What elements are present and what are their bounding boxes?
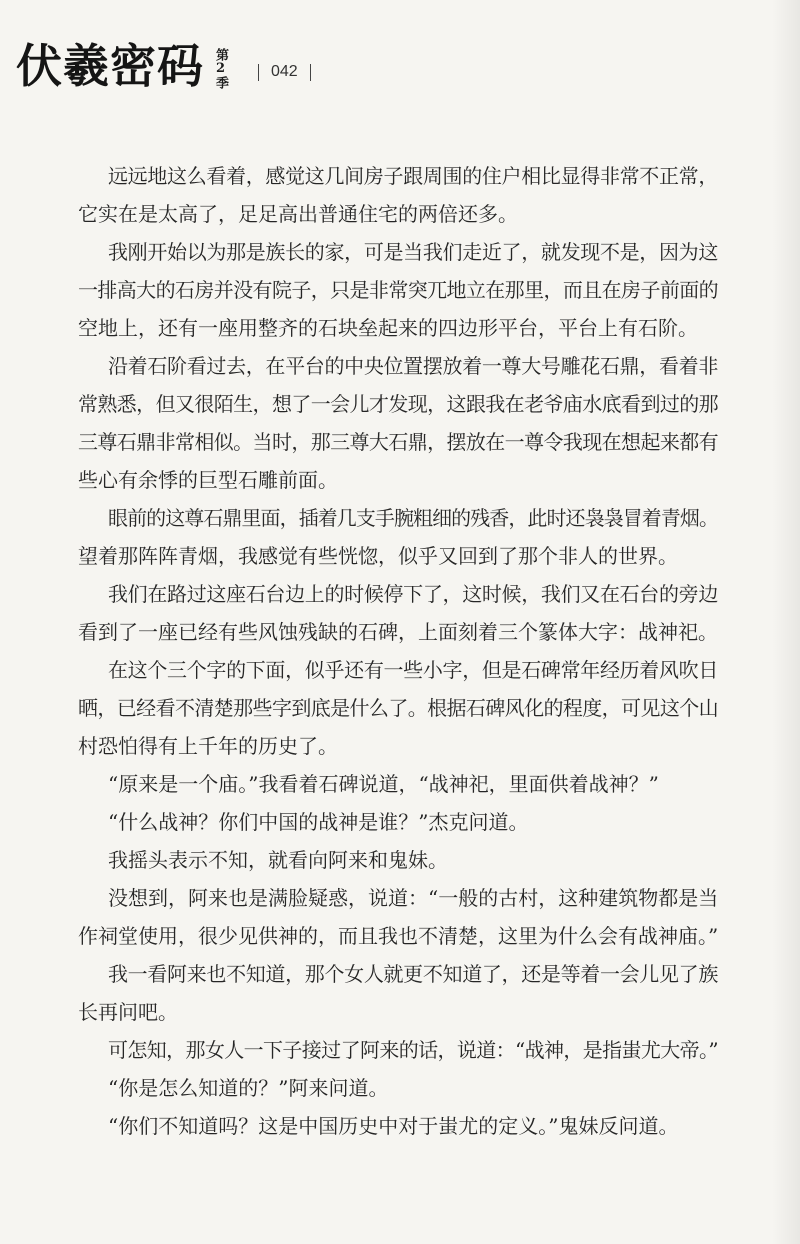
text-line: 远远地这么看着，感觉这几间房子跟周围的住户相比显得非常不正常，: [108, 164, 718, 188]
text-line: 看到了一座已经有些风蚀残缺的石碑，上面刻着三个篆体大字：战神祀。: [78, 620, 718, 644]
book-title: 伏羲密码: [16, 39, 204, 93]
text-line: “什么战神？你们中国的战神是谁？”杰克问道。: [108, 810, 529, 834]
page-number: 042: [271, 63, 298, 80]
paragraph: [78, 1069, 718, 1107]
paragraph: [78, 1107, 718, 1145]
page-number-box: [258, 62, 311, 82]
paragraph: [78, 841, 718, 879]
page-edge-shadow: [772, 0, 800, 1244]
paragraph: [78, 803, 718, 841]
paragraph: [78, 157, 718, 233]
text-line: 长再问吧。: [78, 1000, 178, 1024]
page-number-right-bar: [310, 64, 311, 81]
text-line: 我们在路过这座石台边上的时候停下了，这时候，我们又在石台的旁边: [108, 582, 718, 606]
text-line: 它实在是太高了，足足高出普通住宅的两倍还多。: [78, 202, 518, 226]
text-line: 可怎知，那女人一下子接过了阿来的话，说道：“战神，是指蚩尤大帝。”: [108, 1038, 718, 1062]
text-line: 空地上，还有一座用整齐的石块垒起来的四边形平台，平台上有石阶。: [78, 316, 698, 340]
text-line: “原来是一个庙。”我看着石碑说道，“战神祀，里面供着战神？”: [108, 772, 659, 796]
text-line: 沿着石阶看过去，在平台的中央位置摆放着一尊大号雕花石鼎，看着非: [108, 354, 718, 378]
text-line: 一排高大的石房并没有院子，只是非常突兀地立在那里，而且在房子前面的: [78, 278, 718, 302]
text-line: 三尊石鼎非常相似。当时，那三尊大石鼎，摆放在一尊令我现在想起来都有: [78, 430, 718, 454]
paragraph: [78, 233, 718, 347]
text-line: 村恐怕得有上千年的历史了。: [78, 734, 338, 758]
paragraph: [78, 1031, 718, 1069]
paragraph: [78, 765, 718, 803]
body-text: [78, 157, 718, 1145]
paragraph: [78, 347, 718, 499]
text-line: 眼前的这尊石鼎里面，插着几支手腕粗细的残香，此时还袅袅冒着青烟。: [108, 506, 718, 530]
paragraph: [78, 499, 718, 575]
page-header: [0, 0, 800, 120]
text-line: 没想到，阿来也是满脸疑惑，说道：“一般的古村，这种建筑物都是当: [108, 886, 718, 910]
text-line: “你们不知道吗？这是中国历史中对于蚩尤的定义。”鬼妹反问道。: [108, 1114, 679, 1138]
text-line: 望着那阵阵青烟，我感觉有些恍惚，似乎又回到了那个非人的世界。: [78, 544, 678, 568]
text-line: 晒，已经看不清楚那些字到底是什么了。根据石碑风化的程度，可见这个山: [78, 696, 718, 720]
text-line: 在这个三个字的下面，似乎还有一些小字，但是石碑常年经历着风吹日: [108, 658, 718, 682]
paragraph: [78, 651, 718, 765]
text-line: 常熟悉，但又很陌生，想了一会儿才发现，这跟我在老爷庙水底看到过的那: [78, 392, 718, 416]
season-label: 第2季: [213, 48, 228, 89]
text-line: 我一看阿来也不知道，那个女人就更不知道了，还是等着一会儿见了族: [108, 962, 718, 986]
paragraph: [78, 879, 718, 955]
paragraph: [78, 955, 718, 1031]
text-line: 些心有余悸的巨型石雕前面。: [78, 468, 338, 492]
text-line: 我摇头表示不知，就看向阿来和鬼妹。: [108, 848, 448, 872]
text-line: 作祠堂使用，很少见供神的，而且我也不清楚，这里为什么会有战神庙。”: [78, 924, 718, 948]
text-line: “你是怎么知道的？”阿来问道。: [108, 1076, 389, 1100]
text-line: 我刚开始以为那是族长的家，可是当我们走近了，就发现不是，因为这: [108, 240, 718, 264]
paragraph: [78, 575, 718, 651]
